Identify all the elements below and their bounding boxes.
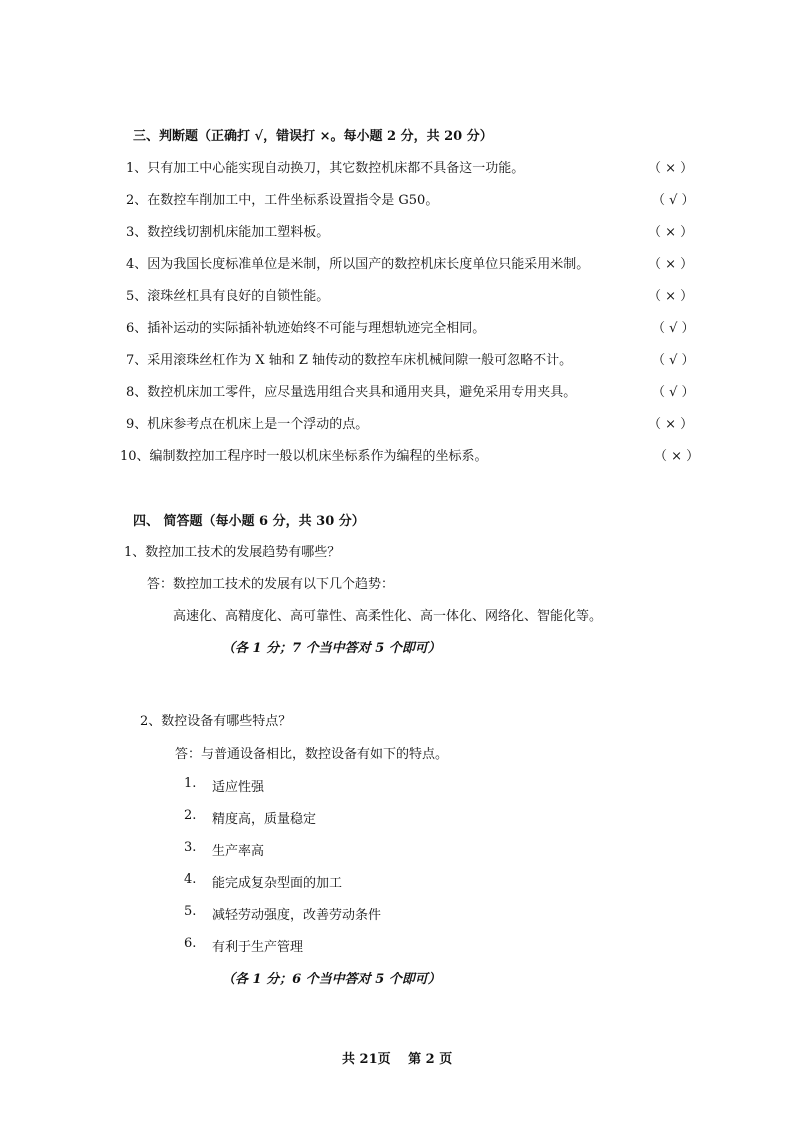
- list-item: 精度高，质量稳定: [212, 812, 317, 827]
- tf-answer-mark: （ × ）: [648, 257, 694, 272]
- answer-2-intro: 答：与普通设备相比，数控设备有如下的特点。: [175, 747, 449, 762]
- list-item-number: 6.: [184, 936, 197, 951]
- list-item: 适应性强: [212, 780, 265, 795]
- list-item: 生产率高: [212, 844, 265, 859]
- list-item-number: 1.: [184, 776, 197, 791]
- answer-1-intro: 答：数控加工技术的发展有以下几个趋势：: [147, 577, 395, 592]
- tf-question: 10、编制数控加工程序时一般以机床坐标系作为编程的坐标系。: [120, 449, 488, 464]
- tf-item: [0, 221, 793, 241]
- list-item-number: 2.: [184, 808, 197, 823]
- tf-answer-mark: （ √ ）: [652, 353, 695, 368]
- list-item: 减轻劳动强度，改善劳动条件: [212, 908, 382, 923]
- tf-item: [0, 285, 793, 305]
- tf-question: 8、数控机床加工零件，应尽量选用组合夹具和通用夹具，避免采用专用夹具。: [126, 385, 577, 400]
- page-footer: 共 21页 第 2 页: [342, 1052, 453, 1067]
- tf-question: 9、机床参考点在机床上是一个浮动的点。: [126, 417, 369, 432]
- tf-question: 6、插补运动的实际插补轨迹始终不可能与理想轨迹完全相同。: [126, 321, 486, 336]
- tf-answer-mark: （ × ）: [648, 225, 694, 240]
- short-answer-question-1: 1、数控加工技术的发展趋势有哪些？: [124, 545, 341, 560]
- tf-question: 3、数控线切割机床能加工塑料板。: [126, 225, 330, 240]
- tf-question: 5、滚珠丝杠具有良好的自锁性能。: [126, 289, 330, 304]
- list-item-number: 5.: [184, 904, 197, 919]
- tf-item: [0, 381, 793, 401]
- tf-item: [0, 349, 793, 369]
- tf-answer-mark: （ × ）: [654, 449, 700, 464]
- short-answer-question-2: 2、数控设备有哪些特点？: [140, 714, 292, 729]
- tf-question: 7、采用滚珠丝杠作为 X 轴和 Z 轴传动的数控车床机械间隙一般可忽略不计。: [126, 353, 573, 368]
- tf-answer-mark: （ × ）: [648, 417, 694, 432]
- answer-1-detail: 高速化、高精度化、高可靠性、高柔性化、高一体化、网络化、智能化等。: [173, 609, 603, 624]
- tf-question: 2、在数控车削加工中，工件坐标系设置指令是 G50。: [126, 193, 439, 208]
- tf-item: [0, 157, 793, 177]
- tf-question: 1、只有加工中心能实现自动换刀，其它数控机床都不具备这一功能。: [126, 161, 525, 176]
- list-item: 有利于生产管理: [212, 940, 304, 955]
- tf-item: [0, 189, 793, 209]
- tf-question: 4、因为我国长度标准单位是米制，所以国产的数控机床长度单位只能采用米制。: [126, 257, 590, 272]
- tf-item: [0, 253, 793, 273]
- section3-heading: 三、判断题（正确打 √，错误打 ×。每小题 2 分，共 20 分）: [133, 129, 493, 144]
- answer-2-scoring: （各 1 分；6 个当中答对 5 个即可）: [222, 972, 441, 987]
- tf-answer-mark: （ √ ）: [652, 321, 695, 336]
- section4-heading: 四、 简答题（每小题 6 分，共 30 分）: [133, 514, 365, 529]
- tf-item: [0, 413, 793, 433]
- tf-answer-mark: （ × ）: [648, 289, 694, 304]
- list-item: 能完成复杂型面的加工: [212, 876, 343, 891]
- tf-answer-mark: （ × ）: [648, 161, 694, 176]
- tf-answer-mark: （ √ ）: [652, 385, 695, 400]
- tf-item: [0, 317, 793, 337]
- tf-item: [0, 445, 793, 465]
- list-item-number: 4.: [184, 872, 197, 887]
- tf-answer-mark: （ √ ）: [652, 193, 695, 208]
- answer-1-scoring: （各 1 分；7 个当中答对 5 个即可）: [222, 641, 441, 656]
- list-item-number: 3.: [184, 840, 197, 855]
